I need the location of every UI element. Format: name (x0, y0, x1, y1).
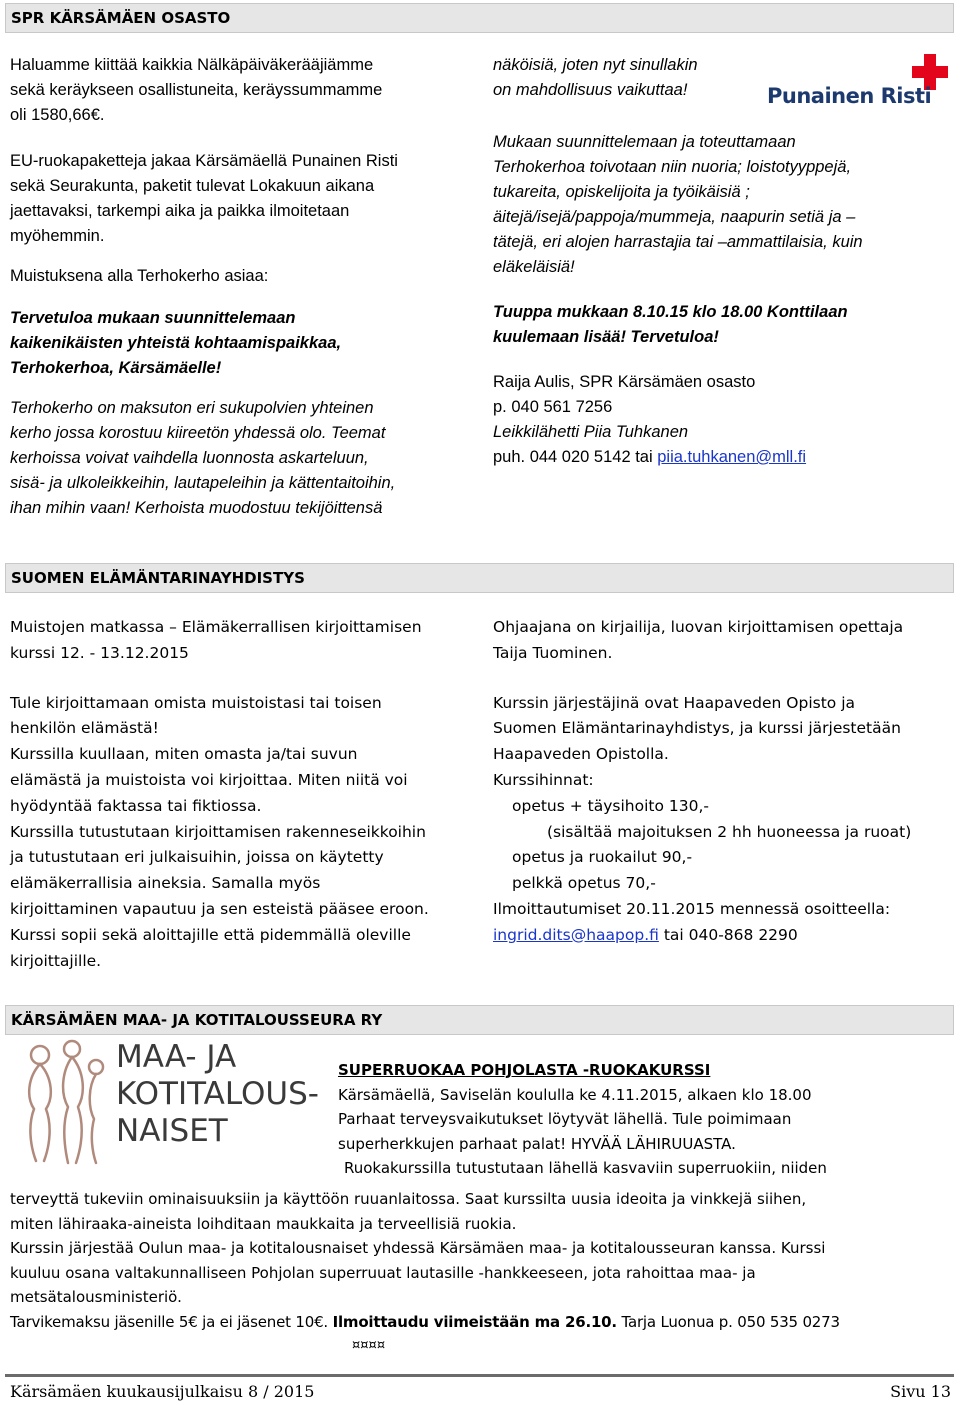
text-line: oli 1580,66€. (10, 106, 105, 124)
sel-course-body (10, 691, 480, 975)
spr-right-intro (493, 53, 753, 103)
text-line: näköisiä, joten nyt sinullakin (493, 56, 698, 74)
maa-intro (338, 1058, 953, 1181)
sel-right-column (493, 615, 953, 949)
spr-terhokerho-paragraph (10, 396, 480, 521)
text-line: Ohjaajana on kirjailija, luovan kirjoittamisen opettaja (493, 618, 904, 636)
text-line: sekä keräykseen osallistuneita, keräyssummamme (10, 81, 383, 99)
contact-phone-raija: p. 040 561 7256 (493, 398, 613, 416)
footer-page-number: Sivu 13 (890, 1382, 951, 1401)
sel-contact-line (493, 923, 953, 949)
sel-left-column (10, 615, 480, 974)
contact-name-piia: Leikkilähetti Piia Tuhkanen (493, 423, 689, 441)
price-meals: opetus ja ruokailut 90,- (512, 848, 693, 867)
punainen-risti-logo-text: Punainen Risti (767, 84, 932, 108)
text-line: Kurssi sopii sekä aloittajille että pidemmällä oleville (10, 925, 411, 944)
text-line: tätejä, eri alojen harrastajia tai –ammattilaisia, kuin (493, 233, 863, 251)
text-line: kerhoissa voivat vaihdella luonnosta askarteluun, (10, 449, 369, 467)
sel-organizer-paragraph (493, 691, 953, 794)
price-full-board: opetus + täysihoito 130,- (512, 796, 710, 815)
text-line: on mahdollisuus vaikuttaa! (493, 81, 688, 99)
page-footer (5, 1374, 954, 1402)
text-line: jaettavaksi, tarkempi aika ja paikka ilmoitetaan (10, 202, 350, 220)
sel-registration-line: Ilmoittautumiset 20.11.2015 mennessä osoitteella: (493, 899, 891, 918)
section-header-spr: SPR KÄRSÄMÄEN OSASTO (5, 3, 954, 33)
text-line: elämästä ja muistoista voi kirjoittaa. Miten niitä voi (10, 770, 408, 789)
email-link-ingrid[interactable]: ingrid.dits@haapop.fi (493, 925, 659, 944)
contact-phone-piia-text: puh. 044 020 5142 tai (493, 448, 658, 466)
text-line: ja tutustutaan eri julkaisuihin, joissa on käytetty (10, 848, 384, 867)
section-header-sel: SUOMEN ELÄMÄNTARINAYHDISTYS (5, 563, 954, 593)
sel-contact-phone: tai 040-868 2290 (658, 925, 798, 944)
text-line: Tuuppa mukkaan 8.10.15 klo 18.00 Konttilaan (493, 303, 848, 321)
maa-separator: ¤¤¤¤ (352, 1338, 386, 1353)
section-header-maa: KÄRSÄMÄEN MAA- JA KOTITALOUSSEURA RY (5, 1005, 954, 1035)
punainen-risti-logo (765, 52, 953, 114)
text-line: Kurssilla kuullaan, miten omasta ja/tai suvun (10, 745, 358, 764)
maa-intro-line-3: superherkkujen parhaat palat! HYVÄÄ LÄHIRUUASTA. (338, 1134, 736, 1153)
text-line: NAISET (116, 1113, 228, 1149)
text-line: Tule kirjoittamaan omista muistoistasi tai toisen (10, 693, 382, 712)
text-line: miten lähiraaka-aineista loihditaan maukkaita ja terveellisiä ruokia. (10, 1214, 517, 1233)
contact-phone-piia (493, 445, 953, 470)
women-figures-icon (10, 1037, 110, 1167)
text-line: Kurssin järjestää Oulun maa- ja kotitalousnaiset yhdessä Kärsämäen maa- ja kotitalousseuran kanssa. Kurssi (10, 1239, 826, 1257)
spr-left-column (10, 53, 480, 521)
maa-body-paragraph (10, 1187, 955, 1310)
maa-intro-line-4: Ruokakurssilla tutustutaan lähellä kasvaviin superruokiin, niiden (344, 1159, 827, 1177)
text-line: Mukaan suunnittelemaan ja toteuttamaan (493, 133, 796, 151)
text-line: Kurssin järjestäjinä ovat Haapaveden Opisto ja (493, 693, 856, 712)
logo-text (116, 1039, 319, 1150)
text-line: sekä Seurakunta, paketit tulevat Lokakuun aikana (10, 177, 375, 195)
text-line: KOTITALOUS- (116, 1076, 319, 1112)
maa-fee-line (10, 1310, 955, 1335)
footer-publication: Kärsämäen kuukausijulkaisu 8 / 2015 (10, 1382, 315, 1401)
maa-intro-line-1: Kärsämäellä, Saviselän koululla ke 4.11.2015, alkaen klo 18.00 (338, 1085, 812, 1104)
spr-event-bold (493, 300, 953, 350)
spr-welcome-bold (10, 306, 480, 381)
price-full-board-note: (sisältää majoituksen 2 hh huoneessa ja ruoat) (547, 822, 912, 841)
text-line: kuuluu osana valtakunnalliseen Pohjolan superruuat lautasille -hankkeeseen, jota rahoittaa maa- ja (10, 1263, 756, 1282)
maa-contact: Tarja Luonua p. 050 535 0273 (616, 1312, 840, 1331)
text-line: Suomen Elämäntarinayhdistys, ja kurssi järjestetään (493, 719, 901, 738)
maa-ja-kotitalousnaiset-logo (10, 1037, 325, 1167)
email-link-piia[interactable]: piia.tuhkanen@mll.fi (657, 448, 807, 466)
text-line: terveyttä tukeviin ominaisuuksiin ja käyttöön ruuanlaitossa. Saat kurssilta uusia ideoita ja vinkkejä siihen, (10, 1190, 807, 1208)
sel-instructor-paragraph (493, 615, 953, 667)
text-line: kurssi 12. - 13.12.2015 (10, 643, 189, 662)
maa-registration-deadline: Ilmoittaudu viimeistään ma 26.10. (332, 1312, 617, 1331)
text-line: Kurssilla tutustutaan kirjoittamisen rakenneseikkoihin (10, 822, 426, 841)
text-line: metsätalousministeriö. (10, 1288, 182, 1306)
text-line: MAA- JA (116, 1039, 237, 1075)
text-line: kaikenikäisten yhteistä kohtaamispaikkaa, (10, 334, 342, 352)
text-line: elämäkerrallisia aineksia. Samalla myös (10, 874, 321, 893)
maa-course-title: SUPERRUOKAA POHJOLASTA -RUOKAKURSSI (338, 1061, 711, 1079)
text-line: hyödyntää faktassa tai fiktiossa. (10, 796, 262, 815)
text-line: Taija Tuominen. (493, 643, 613, 662)
text-line: ihan mihin vaan! Kerhoista muodostuu tekijöittensä (10, 499, 383, 517)
text-line: kirjoittaminen vapautuu ja sen esteistä pääsee eroon. (10, 899, 429, 918)
text-line: kirjoittajille. (10, 951, 102, 970)
text-line: Terhokerhoa toivotaan niin nuoria; loistotyyppejä, (493, 158, 852, 176)
sel-course-title (10, 615, 480, 667)
text-line: EU-ruokapaketteja jakaa Kärsämäellä Punainen Risti (10, 152, 398, 170)
text-line: sisä- ja ulkoleikkeihin, lautapeleihin ja kättentaitoihin, (10, 474, 396, 492)
price-teaching-only: pelkkä opetus 70,- (512, 874, 656, 893)
contact-name-raija: Raija Aulis, SPR Kärsämäen osasto (493, 373, 756, 391)
text-line: kerho jossa korostuu kiireetön yhdessä olo. Teemat (10, 424, 386, 442)
spr-food-package-paragraph (10, 149, 480, 249)
text-line: tukareita, opiskelijoita ja työikäisiä ; (493, 183, 750, 201)
text-line: Tervetuloa mukaan suunnittelemaan (10, 309, 296, 327)
text-line: Haluamme kiittää kaikkia Nälkäpäiväkerääjiämme (10, 56, 374, 74)
text-line: henkilön elämästä! (10, 719, 159, 738)
spr-reminder-line: Muistuksena alla Terhokerho asiaa: (10, 267, 269, 285)
spr-invitation-paragraph (493, 130, 953, 280)
spr-right-column (493, 130, 953, 470)
spr-thanks-paragraph (10, 53, 480, 128)
text-line: Haapaveden Opistolla. (493, 745, 669, 764)
maa-body (10, 1187, 955, 1359)
text-line: myöhemmin. (10, 227, 105, 245)
text-line: äitejä/isejä/pappoja/mummeja, naapurin setiä ja – (493, 208, 856, 226)
maa-fee-text: Tarvikemaksu jäsenille 5€ ja ei jäsenet 10€. (10, 1312, 333, 1331)
maa-intro-line-2: Parhaat terveysvaikutukset löytyvät lähellä. Tule poimimaan (338, 1110, 792, 1128)
text-line: Muistojen matkassa – Elämäkerrallisen kirjoittamisen (10, 618, 422, 636)
text-line: Terhokerhoa, Kärsämäelle! (10, 359, 222, 377)
text-line: eläkeläisiä! (493, 258, 575, 276)
text-line: Terhokerho on maksuton eri sukupolvien yhteinen (10, 399, 374, 417)
text-line: Kurssihinnat: (493, 770, 594, 789)
text-line: kuulemaan lisää! Tervetuloa! (493, 328, 719, 346)
